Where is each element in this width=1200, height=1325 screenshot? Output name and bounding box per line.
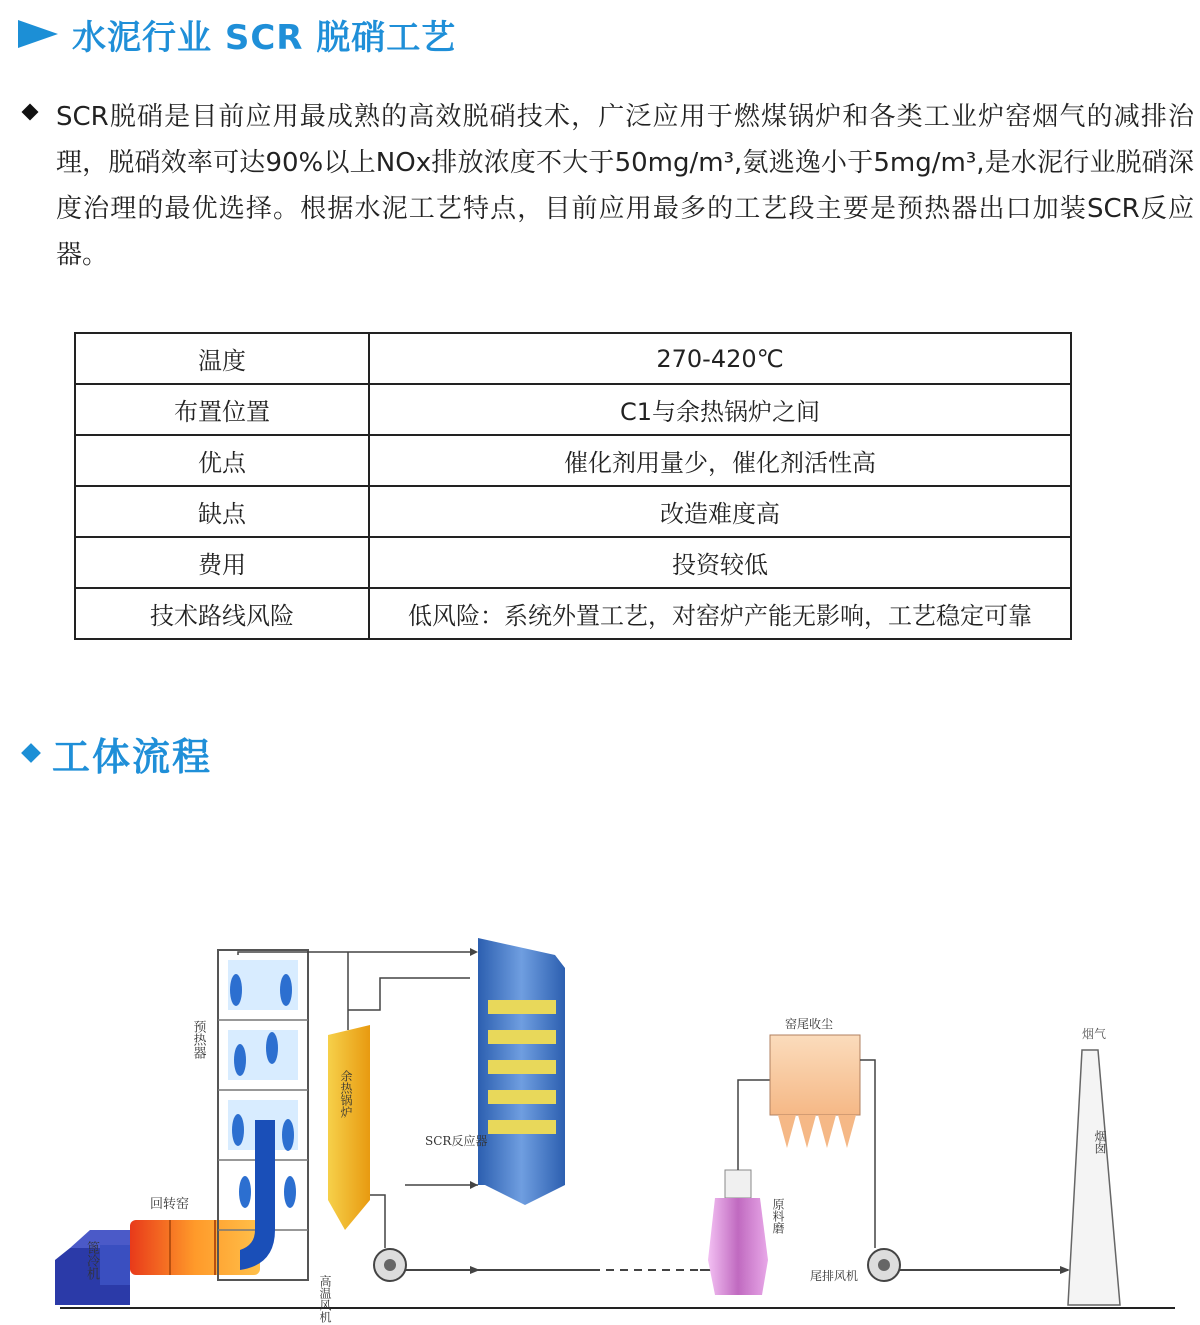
intro-text: SCR脱硝是目前应用最成熟的高效脱硝技术，广泛应用于燃煤锅炉和各类工业炉窑烟气的减排治理，脱硝效率可达90%以上NOx排放浓度不大于50mg/m³,氨逃逸小于5mg/m³,是水泥行业脱硝深度治理的最优选择。根据水泥工艺特点，目前应用最多的工艺段主要是预热器出口加装SCR反应器。: [56, 102, 1194, 270]
arrow-icon: [470, 1266, 480, 1274]
row-value: 270-420℃: [369, 333, 1071, 384]
diamond-bullet-icon: [22, 104, 39, 121]
tail-fan: [868, 1249, 900, 1281]
section-title: 工体流程: [52, 734, 213, 779]
row-key: 温度: [75, 333, 369, 384]
triangle-bullet-icon: [18, 20, 58, 48]
row-value: 投资较低: [369, 537, 1071, 588]
page-title: 水泥行业 SCR 脱硝工艺: [72, 17, 457, 58]
table-row: [75, 333, 1071, 384]
chimney-stack: [1068, 1050, 1120, 1305]
hot-fan: [374, 1249, 406, 1281]
table-row: [75, 537, 1071, 588]
process-flow-diagram: [0, 930, 1200, 1325]
row-key: 技术路线风险: [75, 588, 369, 639]
label-tailfan: 尾排风机: [810, 1269, 859, 1283]
label-cooler: 篦冷机: [60, 1241, 99, 1256]
table-row: [75, 486, 1071, 537]
row-key: 费用: [75, 537, 369, 588]
arrow-icon: [470, 948, 478, 956]
label-boiler: 余热锅炉: [339, 1070, 353, 1118]
dust-collector: [770, 1035, 875, 1248]
row-value: 低风险：系统外置工艺，对窑炉产能无影响，工艺稳定可靠: [369, 588, 1071, 639]
table-row: [75, 384, 1071, 435]
row-key: 优点: [75, 435, 369, 486]
row-key: 布置位置: [75, 384, 369, 435]
section-header: [18, 10, 456, 58]
label-dust: 窑尾收尘: [785, 1017, 834, 1031]
label-preheater: 预热器: [190, 1020, 206, 1059]
label-stack: 烟囱: [1093, 1130, 1107, 1154]
table-row: [75, 435, 1071, 486]
arrow-icon: [1060, 1266, 1070, 1274]
table-row: [75, 588, 1071, 639]
section-header-flow: [18, 728, 212, 778]
row-key: 缺点: [75, 486, 369, 537]
label-stack-top: 烟气: [1082, 1027, 1107, 1041]
row-value: C1与余热锅炉之间: [369, 384, 1071, 435]
diamond-bullet-icon: [21, 743, 41, 763]
row-value: 催化剂用量少，催化剂活性高: [369, 435, 1071, 486]
intro-paragraph: [24, 94, 1194, 278]
flue-pipe-top: [238, 952, 470, 955]
row-value: 改造难度高: [369, 486, 1071, 537]
label-kiln: 回转窑: [150, 1197, 190, 1212]
label-scr: SCR反应器: [425, 1134, 488, 1148]
label-hotfan: 高温风机: [318, 1275, 332, 1323]
label-mill: 原料磨: [771, 1198, 785, 1234]
preheater-tower: [218, 950, 308, 1280]
raw-mill: [708, 1080, 770, 1295]
spec-table: [74, 332, 1072, 640]
